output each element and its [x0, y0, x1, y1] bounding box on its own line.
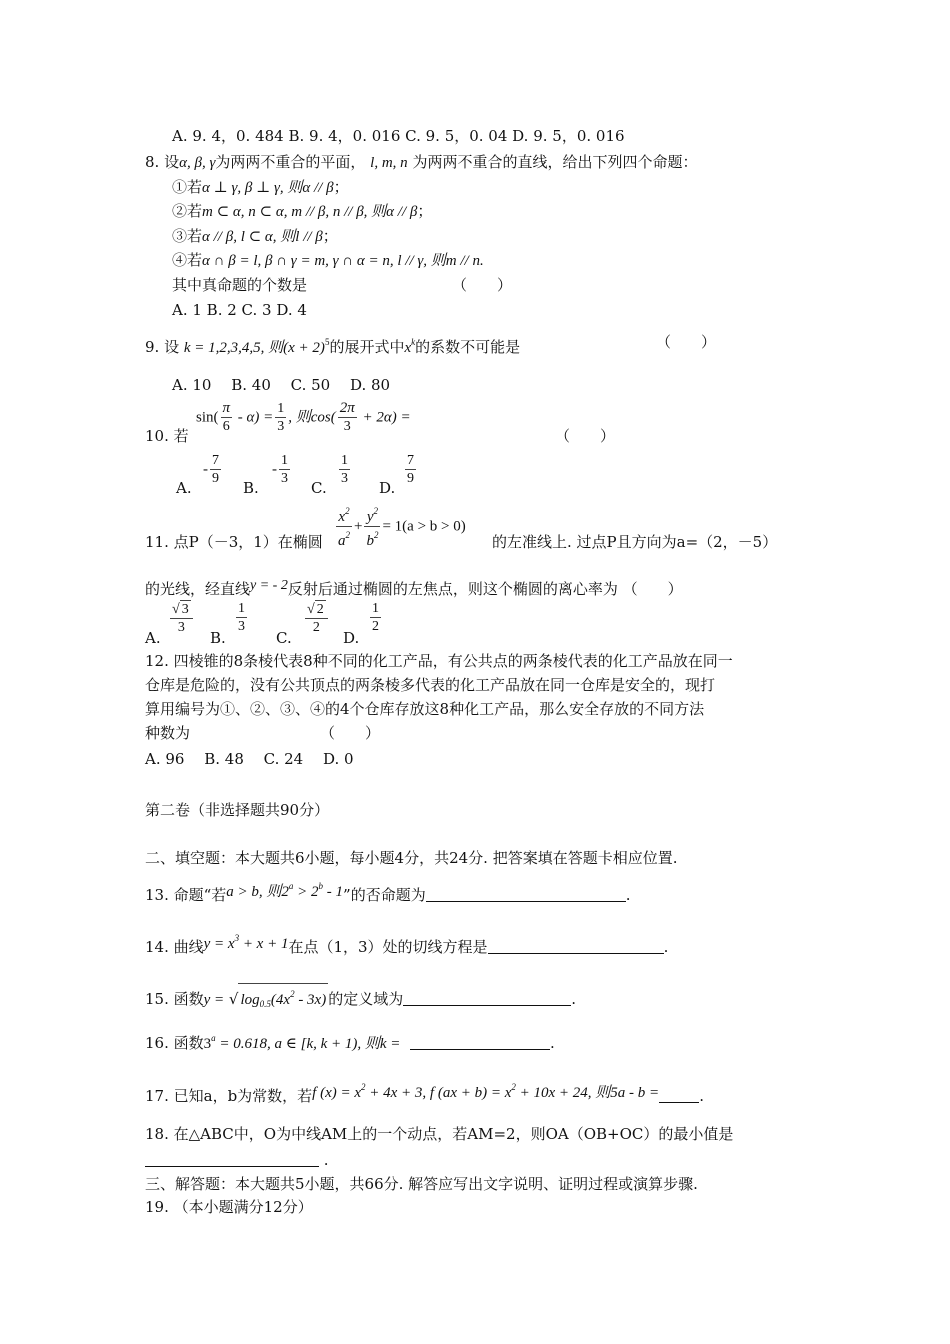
- q11-num: 11. 点P（－3，1）在椭圆: [145, 533, 323, 551]
- prop4-label: ④若: [172, 251, 203, 269]
- denominator: 3: [238, 619, 245, 634]
- frac-7-9: [210, 452, 221, 487]
- expr-tail: + x + 1: [239, 936, 289, 952]
- q11-line2: [145, 576, 683, 599]
- q13-text: ”的否命题为: [343, 886, 426, 904]
- expr-tail: - 1: [323, 884, 344, 900]
- numerator: 1: [238, 601, 245, 616]
- period: .: [323, 1151, 329, 1169]
- exp: 2: [290, 989, 295, 999]
- frac-1-2: [370, 600, 381, 635]
- q9-k: k: [411, 337, 416, 347]
- prop2-expr: m ⊂ α, n ⊂ α, m // β, n // β, 则α // β: [202, 204, 418, 220]
- q8-lines: l, m, n: [370, 155, 408, 171]
- q9-x: x: [404, 340, 412, 356]
- q8-ask-text: 其中真命题的个数是: [172, 276, 308, 294]
- numerator: 1: [281, 453, 288, 468]
- denominator: 3: [281, 471, 288, 486]
- q11-opt-b-label: B.: [210, 629, 226, 647]
- numerator: √ 3: [170, 600, 193, 619]
- q8-options: A. 1 B. 2 C. 3 D. 4: [172, 301, 307, 319]
- exp: a: [211, 1033, 216, 1043]
- q12-options: A. 96 B. 48 C. 24 D. 0: [145, 750, 354, 768]
- q12-line4: 种数为: [145, 724, 191, 742]
- q8-text1: 为两两不重合的平面，: [215, 153, 366, 171]
- q8-num: 8. 设: [145, 153, 180, 171]
- semicolon: ；: [322, 227, 338, 245]
- numerator: √ 2: [305, 600, 328, 619]
- q9-stem: [145, 332, 520, 358]
- x: x: [338, 509, 346, 525]
- expr-mid: > 2: [293, 884, 319, 900]
- minus: -: [203, 461, 208, 478]
- q14-answer-blank[interactable]: [488, 939, 664, 954]
- q16-num: 16. 函数: [145, 1034, 204, 1052]
- q16-expr: = 0.618, a ∈ [k, k + 1), 则k =: [215, 1036, 401, 1052]
- q12-paren: （ ）: [320, 724, 381, 742]
- q10-expr: [196, 400, 411, 435]
- section2-heading: 二、填空题：本大题共6小题，每小题4分，共24分. 把答案填在答题卡相应位置.: [145, 849, 678, 867]
- section3-heading: 三、解答题：本大题共5小题，共66分. 解答应写出文字说明、证明过程或演算步骤.: [145, 1175, 698, 1193]
- numerator: 7: [212, 453, 219, 468]
- q10-opt-c-label: C.: [311, 479, 327, 497]
- prop1-expr: α ⊥ γ, β ⊥ γ, 则α // β: [202, 180, 334, 196]
- semicolon: ；: [417, 202, 433, 220]
- arg: (4x: [270, 992, 291, 1008]
- q10-opt-c: [337, 452, 352, 487]
- q15-answer-blank[interactable]: [403, 991, 571, 1006]
- q10-opt-a: [203, 452, 223, 487]
- q10-num: 10. 若: [145, 427, 189, 445]
- q10-mid1: - α) =: [234, 409, 274, 426]
- exp: 2: [373, 506, 379, 516]
- q9-text2: 的系数不可能是: [415, 338, 521, 356]
- frac-sqrt3-3: [170, 600, 193, 636]
- q13-answer-blank[interactable]: [426, 887, 626, 902]
- q15-num: 15. 函数: [145, 990, 204, 1008]
- frac-x2-a2: [336, 503, 352, 550]
- numerator: 1: [372, 601, 379, 616]
- q8-prop2: [172, 201, 432, 222]
- prop3-expr: α // β, l ⊂ α, 则l // β: [202, 229, 323, 245]
- denominator: 9: [407, 471, 414, 486]
- q17-expr: [312, 1082, 660, 1101]
- q11-text2: 的光线，经直线: [145, 580, 251, 598]
- q11-text1: 的左准线上. 过点P且方向为a=（2，－5）: [492, 533, 778, 551]
- q11-opt-c-label: C.: [276, 629, 292, 647]
- denominator: 9: [212, 471, 219, 486]
- q18-line1: 18. 在△ABC中，O为中线AM上的一个动点，若AM=2，则OA（OB+OC）的最小值是: [145, 1125, 734, 1143]
- frac-1-3: [275, 400, 286, 435]
- log: log: [240, 992, 260, 1008]
- q14: [145, 928, 668, 957]
- expr1: f (x) = x: [312, 1085, 362, 1101]
- q8-prop1: [172, 177, 349, 198]
- q18-answer-blank[interactable]: [145, 1152, 319, 1167]
- q11-eq: = 1(a > b > 0): [382, 518, 466, 535]
- q17: [145, 1077, 704, 1106]
- numerator: π: [222, 400, 231, 416]
- frac-1-3: [236, 600, 247, 635]
- exp-a: a: [288, 881, 294, 891]
- denominator: 6: [222, 419, 230, 434]
- frac-1-3: [339, 452, 350, 487]
- prop3-label: ③若: [172, 227, 203, 245]
- denominator: 3: [343, 419, 351, 434]
- denominator: [364, 527, 380, 550]
- b: b: [366, 533, 374, 549]
- q9-paren: （ ）: [656, 333, 717, 351]
- q10-opt-d-label: D.: [379, 479, 396, 497]
- base: 3: [203, 1036, 212, 1052]
- q11-line-eq: y = - 2: [250, 578, 288, 593]
- q9-exp: 5: [324, 337, 330, 347]
- q12-line3: 算用编号为①、②、③、④的4个仓库存放这8种化工产品，那么安全存放的不同方法: [145, 700, 705, 718]
- q9-num: 9. 设: [145, 338, 180, 356]
- numerator: 1: [277, 401, 285, 416]
- numerator: [336, 503, 352, 527]
- q11-opt-a-label: A.: [145, 629, 161, 647]
- q15: 15. 函数y = √ $\log_{0.5}(4x^2 - 3x)$ 的定义域为 .: [145, 983, 576, 1014]
- denominator: 3: [177, 620, 185, 635]
- frac-1-3: [279, 452, 290, 487]
- q9-text1: 的展开式中: [329, 338, 405, 356]
- frac-pi-6: [221, 400, 233, 435]
- prop2-label: ②若: [172, 202, 203, 220]
- q11-opt-c: [303, 600, 330, 636]
- q14-expr: [203, 933, 289, 952]
- q10-opt-b-label: B.: [243, 479, 259, 497]
- q12-line2: 仓库是危险的，没有公共顶点的两条棱多代表的化工产品放在同一仓库是安全的，现打: [145, 676, 716, 694]
- exp: 2: [511, 1082, 516, 1092]
- exp: 2: [345, 506, 350, 516]
- a: a: [338, 533, 346, 549]
- y: y: [366, 509, 374, 525]
- plus: +: [354, 518, 363, 535]
- q8-ask: [172, 275, 307, 295]
- q13-num: 13. 命题“若: [145, 886, 227, 904]
- q10-paren: （ ）: [555, 427, 616, 445]
- q8-prop4: [172, 250, 484, 271]
- q8-text2: 为两两不重合的直线，给出下列四个命题：: [412, 153, 698, 171]
- period: .: [663, 938, 669, 956]
- q11-text3: 反射后通过椭圆的左焦点，则这个椭圆的离心率为 （ ）: [287, 580, 683, 598]
- frac-7-9: [405, 452, 416, 487]
- exp: 2: [345, 530, 350, 540]
- q7-options: A. 9. 4，0. 484 B. 9. 4，0. 016 C. 9. 5，0. 04 D. 9. 5，0. 016: [172, 127, 625, 145]
- prop1-label: ①若: [172, 178, 203, 196]
- semicolon: ；: [333, 178, 349, 196]
- q8-planes: α, β, γ: [179, 155, 216, 171]
- prop4-expr: α ∩ β = l, β ∩ γ = m, γ ∩ α = n, l // γ, 则m // n.: [202, 253, 484, 269]
- frac-2pi-3: [338, 400, 357, 435]
- q16: [145, 1028, 555, 1054]
- arg-tail: - 3x): [294, 992, 327, 1008]
- numerator: 1: [341, 453, 348, 468]
- denominator: 3: [277, 419, 285, 434]
- q15-radicand: [238, 983, 328, 1014]
- q11-ellipse-eq: [334, 503, 466, 550]
- expr: a > b, 则2: [226, 884, 289, 900]
- numerator: 7: [407, 453, 414, 468]
- exp: 2: [373, 530, 379, 540]
- sin: sin(: [196, 409, 219, 426]
- q8-paren: （ ）: [452, 276, 513, 294]
- q9-expr: k = 1,2,3,4,5, 则(x + 2): [183, 340, 325, 356]
- minus: -: [272, 461, 277, 478]
- exp: 3: [234, 933, 240, 943]
- denominator: 3: [341, 471, 348, 486]
- radicand: 2: [316, 602, 324, 617]
- q12-line1: 12. 四棱锥的8条棱代表8种不同的化工产品，有公共点的两条棱代表的化工产品放在同一: [145, 652, 733, 670]
- q10-mid2: + 2α) =: [358, 409, 411, 426]
- q17-num: 17. 已知a，b为常数，若: [145, 1087, 313, 1105]
- q8-prop3: [172, 226, 338, 247]
- q17-answer-blank[interactable]: [659, 1088, 699, 1103]
- q13: [145, 876, 631, 905]
- frac-sqrt2-2: [305, 600, 328, 636]
- period: .: [625, 886, 631, 904]
- q10-opt-b: [272, 452, 292, 487]
- q14-num: 14. 曲线: [145, 938, 204, 956]
- exp-b: b: [318, 881, 324, 891]
- denominator: 2: [312, 620, 320, 635]
- radicand: 3: [181, 602, 189, 617]
- q18-line2: [145, 1150, 329, 1170]
- denominator: 2: [372, 619, 379, 634]
- q9-options: A. 10 B. 40 C. 50 D. 80: [172, 376, 391, 394]
- period: .: [549, 1034, 555, 1052]
- frac-y2-b2: [364, 503, 380, 550]
- period: .: [699, 1087, 704, 1105]
- log-base: 0.5: [259, 999, 271, 1009]
- q8-stem: [145, 152, 697, 173]
- q13-expr: [226, 881, 344, 900]
- period: .: [571, 990, 577, 1008]
- expr: y = x: [203, 936, 235, 952]
- q10-opt-a-label: A.: [176, 479, 192, 497]
- q11-opt-d: [368, 600, 383, 635]
- cos: , 则cos(: [288, 409, 336, 426]
- q10-opt-d: [403, 452, 418, 487]
- q15-y: y =: [203, 992, 225, 1008]
- denominator: [336, 527, 352, 550]
- numerator: 2π: [339, 400, 355, 416]
- q15-text: 的定义域为: [328, 990, 404, 1008]
- q19-heading: 19. （本小题满分12分）: [145, 1198, 313, 1216]
- q11-opt-b: [234, 600, 249, 635]
- q16-answer-blank[interactable]: [410, 1035, 550, 1050]
- q11-opt-d-label: D.: [343, 629, 360, 647]
- expr2: + 4x + 3, f (ax + b) = x: [365, 1085, 512, 1101]
- q11-opt-a: [168, 600, 195, 636]
- part2-title: 第二卷（非选择题共90分）: [145, 801, 330, 819]
- q14-text: 在点（1，3）处的切线方程是: [288, 938, 488, 956]
- expr3: + 10x + 24, 则5a - b =: [515, 1085, 660, 1101]
- exp: 2: [361, 1082, 366, 1092]
- numerator: [364, 503, 380, 527]
